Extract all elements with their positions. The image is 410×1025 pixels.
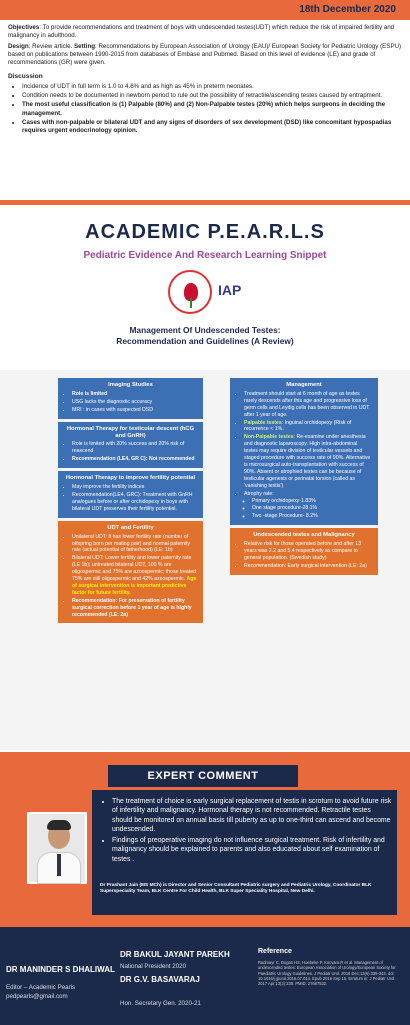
- list-item: [244, 491, 372, 521]
- list-item-text: : Re-examine under anesthesia and diagnostic laparoscopy. High intra-abdominal testes may require division of testicular vessels and staged procedure with success rate of 90%. Alternative is microsurgical auto-transplantation with success of 90%. Absent or atrophied testes can be because of testicular agenesis or perinatal torsion (called as 'vanishing testis'): [244, 434, 371, 489]
- topic-title: [0, 325, 410, 347]
- topic-line-1: Management Of Undescended Testes:: [129, 325, 281, 335]
- list-item: • May improve the fertility indices: [72, 484, 197, 491]
- sub-list-item: ◦ Two -stage Procedure- 8.2%: [252, 513, 372, 520]
- sub-list-item: ◦ Primary orchidopexy-1.83%: [252, 498, 372, 505]
- list-item: • Unilateral UDT: It has lower fertility rate (number of offspring born per mating pair) and normal paternity rate (actual potential of fatherhood) (LE: 1b): [72, 534, 197, 555]
- expert-comment-title: EXPERT COMMENT: [108, 765, 298, 787]
- list-item: • Recommendation (LE4, GR C): Not recommended: [72, 456, 197, 463]
- objectives: [8, 24, 404, 41]
- intro-section: [8, 24, 404, 137]
- list-item: • Recommendation: Early surgical intervention (LE: 2a): [244, 563, 372, 570]
- expert-comment-text: [100, 797, 392, 866]
- setting-text: : Recommendations by European Association of Urology (EAU)/ European Society for Pediatric Urology (ESPU) based on publications between 1990-2015 from databases of Embase and Pubmed. Based on this level of evidence (LE) and grade of recommendations (GR) were given.: [8, 42, 402, 67]
- design: [8, 43, 404, 68]
- hormonal-fertility-box: [58, 471, 203, 518]
- design-text: : Review article.: [28, 42, 73, 50]
- secretary-name: DR G.V. BASAVARAJ: [120, 975, 200, 984]
- rose-stem-icon: [190, 298, 192, 308]
- box-title: Hormonal Therapy to improve fertility potential: [65, 475, 196, 482]
- hormonal-descent-box: [58, 422, 203, 469]
- photo-tie: [57, 854, 61, 876]
- imaging-box: [58, 378, 203, 419]
- highlight-text: Age of surgical intervention is important predictive factor for future fertility.: [72, 576, 197, 596]
- photo-hair: [47, 820, 71, 830]
- secretary-role: Hon. Secretary Gen. 2020-21: [120, 1000, 201, 1007]
- list-item: [244, 434, 372, 489]
- list-item: • The most useful classification is (1) Palpable (80%) and (2) Non-Palpable testes (20%) which helps surgeons in deciding the management.: [22, 101, 404, 118]
- list-item: • Role is limited with 20% success and 20% risk of reascend: [72, 441, 197, 455]
- editor-email: pedpearls@gmail.com: [6, 993, 68, 1000]
- list-item: • Recommendation: For preservation of fertility surgical correction before 1 year of age is highly recommended (LE: 2a): [72, 598, 197, 619]
- management-box: [230, 378, 378, 525]
- list-item: • Relative risk for those operated before and after 13 years was 2.2 and 5.4 respectively as compare to general population. (Swedish study): [244, 541, 372, 562]
- atrophy-label: Atrophy rate:: [244, 490, 274, 497]
- iap-logo: IAP: [218, 282, 242, 298]
- sub-list-item: ◦ One stage procedure-28.1%: [252, 505, 372, 512]
- left-column: [58, 378, 203, 626]
- reference-title: Reference: [258, 948, 292, 955]
- setting-label: Setting: [74, 42, 96, 50]
- list-item: • Condition needs to be documented in newborn period to rule out the possibility of retractile/ascending testes caused by entrapment.: [22, 92, 404, 100]
- malignancy-box: [230, 528, 378, 575]
- list-item: • USG lacks the diagnostic accuracy: [72, 399, 197, 406]
- date: 18th December 2020: [299, 4, 396, 15]
- objectives-text: : To provide recommendations and treatment of boys with undescended testes(UDT) which reduce the risk of impaired fertility and malignancy in adulthood.: [8, 24, 395, 40]
- highlight-label: Non-Palpable testes: [244, 434, 294, 441]
- box-title: Hormonal Therapy for testicular descent (hCG and GnRH): [66, 425, 195, 439]
- academy-seal-logo: [168, 270, 212, 314]
- list-item: [72, 555, 197, 596]
- list-item: • MRI : in cases with suspected DSD: [72, 407, 197, 414]
- list-item-text: Bilateral UDT: Lower fertility and lower paternity rate (LE 1b); untreated bilateral UDT, 100 % are oligospermic and 75% are azoospermic; those treated 75% are still oligospermic and 42% azoospermic.: [72, 555, 196, 583]
- editor-role: Editor – Academic Pearls: [6, 984, 76, 991]
- orange-divider: [0, 200, 410, 205]
- page-subtitle: Pediatric Evidence And Research Learning Snippet: [83, 250, 327, 261]
- list-item: • Recommendation(LE4, GRC): Treatment with GnRH analogues before or after orchidopexy in boys with bilateral UDT preserves their fertility potential.: [72, 492, 197, 513]
- box-title: Management: [286, 382, 322, 388]
- list-item: • Findings of preoperative imaging do not influence surgical treatment. Risk of infertility and malignancy should be explained to parents and also educated about self examination of testes .: [112, 836, 392, 864]
- design-label: Design: [8, 42, 29, 50]
- president-name: DR BAKUL JAYANT PAREKH: [120, 950, 230, 959]
- list-item: [244, 420, 372, 434]
- list-item: • Role is limited: [72, 391, 197, 398]
- editor-info: [6, 983, 116, 1001]
- highlight-label: Palpable testes: [244, 419, 282, 426]
- expert-photo: [27, 812, 87, 884]
- list-item-text: : Inguinal orchidopexy (Risk of recurrence < 1%.: [244, 419, 352, 433]
- box-title: UDT and Fertility: [107, 524, 154, 531]
- topic-line-2: Recommendation and Guidelines (A Review): [116, 336, 294, 346]
- reference-text: Radmayr C, Dogan HS, Hoebeke P, Kocvara R et al. Management of undescended testes: European Association of Urology/European Society for Paediatric Urology Guidelines. J Pediatr Urol. 2016 Dec;12(6):335-343. doi: 10.1016/j.jpurol.2016.07.014. Epub 2016 Sep 15. Erratum in: J Pediatr Urol. 2017 Apr;13(2):239. PMID: 27687532.: [258, 960, 396, 987]
- objectives-label: Objectives: [8, 24, 40, 31]
- right-column: [230, 378, 378, 578]
- list-item: • Treatment should start at 6 month of age as testes rarely descends after this age and progressive loss of germ cells and Leydig cells has been observed in UDT after 1 year of age.: [244, 391, 372, 419]
- discussion-title: Discussion: [8, 73, 43, 81]
- president-role: National President 2020: [120, 963, 187, 970]
- page-title: ACADEMIC P.E.A.R.L.S: [85, 221, 325, 243]
- discussion-list: [22, 83, 404, 136]
- editor-name: DR MANINDER S DHALIWAL: [6, 965, 115, 974]
- expert-signature: Dr Prashant Jain (MS MCh) is Director and Senior Consultant Pediatric surgery and Pediatric Urology, Coordinator BLK Superspeciality Team, BLK Centre For Child Health, BLK Super Speciality Hospital, New Delhi.: [100, 883, 372, 895]
- udt-fertility-box: [58, 521, 203, 624]
- list-item: • The treatment of choice is early surgical replacement of testis in scrotum to avoid future risk of infertility and malignancy. Hormonal therapy is not recommended. Retractile testes should be monitored on annual basis till puberty as up to one-third can ascend and become undescended.: [112, 797, 392, 834]
- box-title: Imaging Studies: [108, 382, 153, 388]
- box-title: Undescended testes and Malignancy: [253, 532, 355, 539]
- list-item: • Incidence of UDT in full term is 1.0 to 4.6% and as high as 45% in preterm neonates.: [22, 83, 404, 91]
- list-item: • Cases with non-palpable or bilateral UDT and any signs of disorders of sex development (DSD) like concomitant hypospadias requires urgent endocrinology opinion.: [22, 119, 404, 136]
